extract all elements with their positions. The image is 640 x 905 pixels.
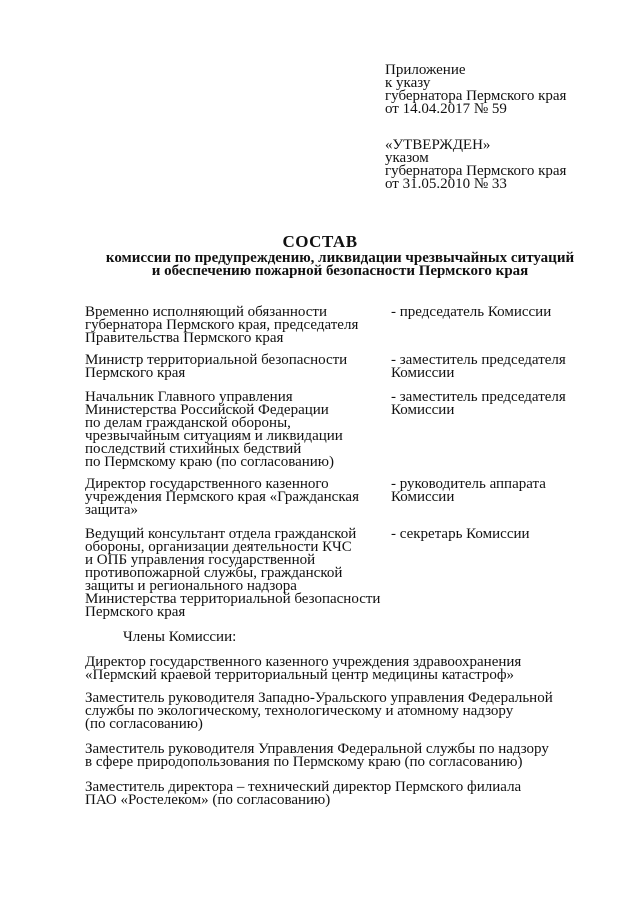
roster-role: - секретарь Комиссии [391,526,530,542]
member-entry: Директор государственного казенного учреждения здравоохранения «Пермский краевой территориальный центр медицины катастроф» [85,654,522,683]
roster-position: Министр территориальной безопасности Пермского края [85,352,348,381]
document-subtitle: комиссии по предупреждению, ликвидации чрезвычайных ситуаций и обеспечению пожарной безопасности Пермского края [105,250,575,279]
roster-position: Временно исполняющий обязанности губернатора Пермского края, председателя Правительства Пермского края [85,304,359,346]
member-entry: Заместитель руководителя Управления Федеральной службы по надзору в сфере природопользования по Пермскому краю (по согласованию) [85,741,549,770]
roster-role: - руководитель аппарата Комиссии [391,476,546,505]
document-title: СОСТАВ [282,232,358,251]
roster-role: - заместитель председателя Комиссии [391,352,566,381]
member-entry: Заместитель руководителя Западно-Уральского управления Федеральной службы по экологическому, технологическому и атомному надзору (по согласованию) [85,690,553,732]
approval-reference: «УТВЕРЖДЕН» указом губернатора Пермского края от 31.05.2010 № 33 [385,137,567,192]
roster-position: Начальник Главного управления Министерства Российской Федерации по делам гражданской обороны, чрезвычайным ситуациям и ликвидации последствий стихийных бедствий по Пермскому краю (по согласованию) [85,389,343,470]
roster-role: - заместитель председателя Комиссии [391,389,566,418]
appendix-reference: Приложение к указу губернатора Пермского края от 14.04.2017 № 59 [385,62,567,117]
member-entry: Заместитель директора – технический директор Пермского филиала ПАО «Ростелеком» (по согласованию) [85,779,522,808]
roster-role: - председатель Комиссии [391,304,552,320]
members-heading: Члены Комиссии: [123,629,237,645]
roster-position: Ведущий консультант отдела гражданской обороны, организации деятельности КЧС и ОПБ управления государственной противопожарной службы, гражданской защиты и регионального надзора Министерства территориальной безопасности Пермского края [85,526,381,620]
roster-position: Директор государственного казенного учреждения Пермского края «Гражданская защита» [85,476,359,518]
